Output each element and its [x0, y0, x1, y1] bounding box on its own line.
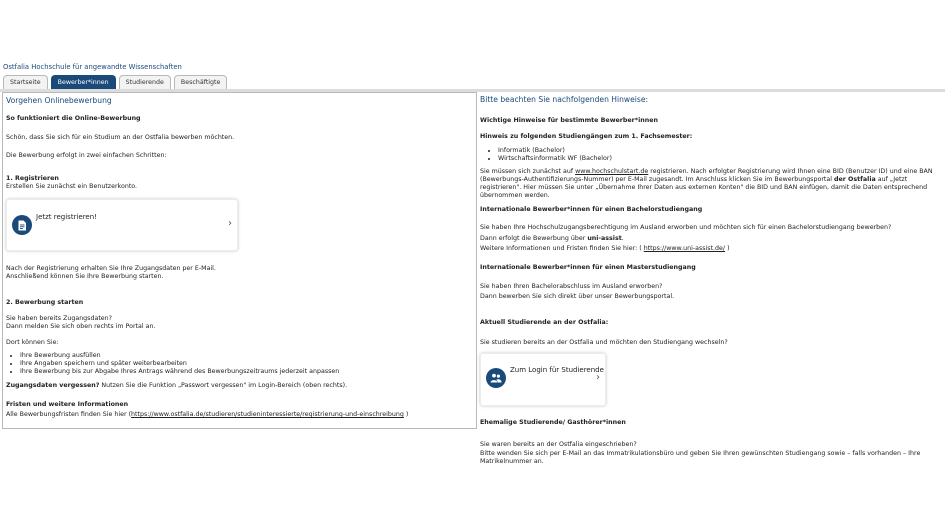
- after-registration-1: Nach der Registrierung erhalten Sie Ihre Zugangsdaten per E-Mail.: [6, 265, 216, 272]
- student-login-card[interactable]: [480, 353, 606, 406]
- tab-beschaeftigte[interactable]: Beschäftigte: [174, 75, 227, 89]
- subtitle: So funktioniert die Online-Bewerbung: [6, 115, 141, 122]
- step1-text: Erstellen Sie zunächst ein Benutzerkonto.: [6, 183, 138, 190]
- list-item: • Ihre Bewerbung bis zur Abgabe Ihres Antrags während des Bewerbungszeitraums jederzeit anpassen: [20, 368, 466, 376]
- ib-3a: Weitere Informationen und Fristen finden Sie hier: (: [480, 245, 644, 252]
- ib-2a: Dann erfolgt die Bewerbung über: [480, 235, 588, 242]
- notes-title: Bitte beachten Sie nachfolgenden Hinweise:: [480, 95, 649, 104]
- hochschulstart-text: [480, 168, 938, 199]
- application-process-panel: [2, 92, 477, 429]
- first-semester-title: Hinweis zu folgenden Studiengängen zum 1. Fachsemester:: [480, 133, 693, 140]
- forgot-bold: Zugangsdaten vergessen?: [6, 382, 100, 389]
- list-item: • Ihre Angaben speichern und später weiterbearbeiten: [20, 360, 466, 368]
- forgot-credentials: [6, 382, 347, 390]
- former-students-text-1: Sie waren bereits an der Ostfalia eingeschrieben?: [480, 441, 637, 448]
- hs-text-2: registrieren. Nach erfolgter Registrierung wird Ihnen eine BID (Benutzer ID) und eine BAN (Bewerbungs-Authentifizierungs-Nummer) per E-Mail zugesandt. Im Anschluss klicken Sie im Bewerbungsportal: [480, 168, 933, 183]
- register-card-label: Jetzt registrieren!: [36, 213, 97, 221]
- step1-title: 1. Registrieren: [6, 175, 59, 182]
- hs-text-1: Sie müssen sich zunächst auf: [480, 168, 576, 175]
- step2-text-2: Dann melden Sie sich oben rechts im Portal an.: [6, 323, 156, 330]
- panel-title: Vorgehen Onlinebewerbung: [6, 96, 112, 105]
- intl-bachelor-text-3: [480, 245, 730, 253]
- student-login-label: Zum Login für Studierende: [510, 366, 604, 374]
- deadlines-prefix: Alle Bewerbungsfristen finden Sie hier (: [6, 411, 132, 418]
- intl-bachelor-text-2: [480, 235, 624, 243]
- current-students-text: Sie studieren bereits an der Ostfalia und möchten den Studiengang wechseln?: [480, 339, 728, 346]
- uni-assist-bold: uni-assist: [587, 235, 622, 242]
- register-card[interactable]: [6, 199, 238, 251]
- ib-2c: .: [621, 235, 624, 242]
- deadlines-suffix: ): [403, 411, 409, 418]
- uni-assist-link[interactable]: https://www.uni-assist.de/: [643, 245, 726, 252]
- current-students-title: Aktuell Studierende an der Ostfalia:: [480, 319, 609, 326]
- step2-text-1: Sie haben bereits Zugangsdaten?: [6, 315, 112, 322]
- there-can-text: Dort können Sie:: [6, 339, 59, 346]
- students-icon: [486, 368, 506, 388]
- tab-studierende[interactable]: Studierende: [119, 75, 171, 89]
- university-title[interactable]: Ostfalia Hochschule für angewandte Wissenschaften: [3, 63, 182, 71]
- programs-list: [484, 147, 612, 163]
- after-registration-2: Anschließend können Sie Ihre Bewerbung starten.: [6, 273, 164, 280]
- steps-intro: Die Bewerbung erfolgt in zwei einfachen Schritten:: [6, 152, 167, 159]
- tab-bewerberinnen[interactable]: Bewerber*innen: [51, 75, 116, 89]
- intl-master-text-2: Dann bewerben Sie sich direkt über unser Bewerbungsportal.: [480, 293, 675, 300]
- deadlines-text: [6, 411, 408, 419]
- forgot-text: Nutzen Sie die Funktion „Passwort vergessen" im Login-Bereich (oben rechts).: [99, 382, 348, 389]
- list-item: • Informatik (Bachelor): [498, 147, 612, 155]
- options-list: [6, 352, 466, 376]
- important-title: Wichtige Hinweise für bestimmte Bewerber*innen: [480, 117, 658, 124]
- document-icon: [12, 215, 32, 235]
- intl-bachelor-title: Internationale Bewerber*innen für einen Bachelorstudiengang: [480, 206, 703, 213]
- intl-bachelor-text-1: Sie haben Ihre Hochschulzugangsberechtigung im Ausland erworben und möchten sich für einen Bachelorstudiengang bewerben?: [480, 224, 892, 231]
- intro-text: Schön, dass Sie sich für ein Studium an der Ostfalia bewerben möchten.: [6, 134, 235, 141]
- step2-title: 2. Bewerbung starten: [6, 299, 84, 306]
- former-students-text-2: Bitte wenden Sie sich per E-Mail an das Immatrikulationsbüro und geben Sie Ihren gewünschten Studiengang sowie – falls vorhanden – Ihre Matrikelnummer an.: [480, 450, 921, 465]
- chevron-right-icon: ›: [596, 372, 600, 383]
- chevron-right-icon: ›: [228, 218, 232, 229]
- hs-bold: der Ostfalia: [833, 175, 876, 183]
- main-tabs: [3, 75, 227, 89]
- hochschulstart-link[interactable]: www.hochschulstart.de: [575, 168, 649, 175]
- list-item: • Ihre Bewerbung ausfüllen: [20, 352, 466, 360]
- intl-master-title: Internationale Bewerber*innen für einen Masterstudiengang: [480, 264, 696, 271]
- list-item: • Wirtschaftsinformatik WF (Bachelor): [498, 155, 612, 163]
- tab-startseite[interactable]: Startseite: [3, 75, 48, 89]
- former-students-title: Ehemalige Studierende/ Gasthörer*innen: [480, 419, 626, 426]
- deadlines-title: Fristen und weitere Informationen: [6, 401, 129, 408]
- deadlines-link[interactable]: https://www.ostfalia.de/studieren/studieninteressierte/registrierung-und-einschreibung: [131, 411, 404, 418]
- notes-panel: [478, 92, 945, 472]
- ib-3c: ): [725, 245, 730, 252]
- intl-master-text-1: Sie haben Ihren Bachelorabschluss im Ausland erworben?: [480, 283, 663, 290]
- hs-text-3: auf „Jetzt registrieren". Hier müssen Sie unter „Übernahme Ihrer Daten aus externen Konten" die BID und BAN einfügen, damit die Daten entsprechend übernommen werden.: [480, 175, 928, 199]
